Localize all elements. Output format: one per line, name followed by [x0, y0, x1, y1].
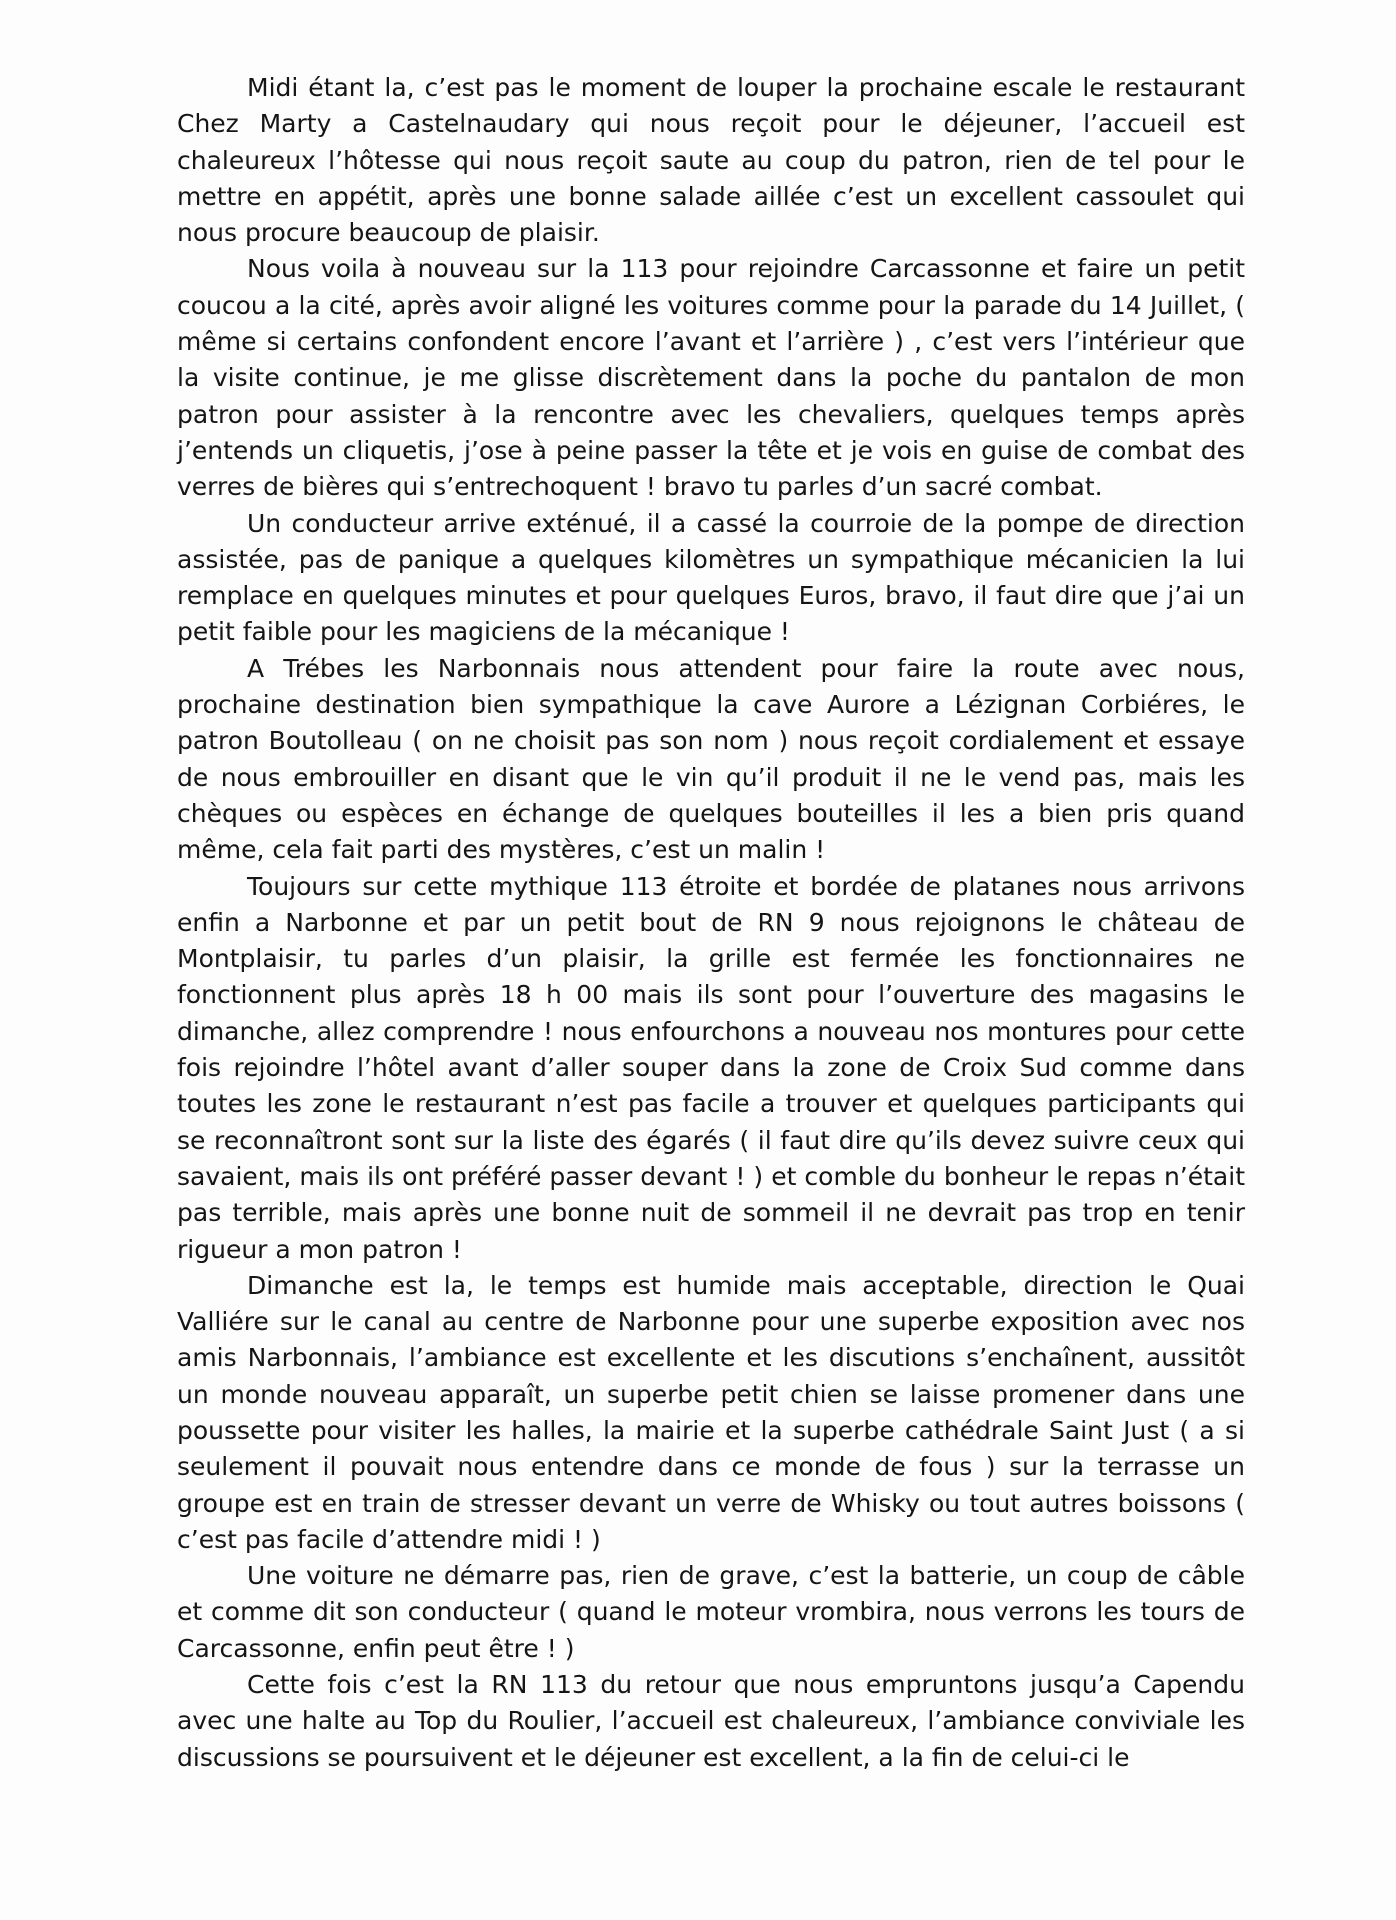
paragraph-cave-aurore: A Trébes les Narbonnais nous attendent pour faire la route avec nous, prochaine destination bien sympathique la cave Aurore a Lézignan Corbiéres, le patron Boutolleau ( on ne choisit pas son nom ) nous reçoit cordialement et essaye de nous embrouiller en disant que le vin qu’il produit il ne le vend pas, mais les chèques ou espèces en échange de quelques bouteilles il les a bien pris quand même, cela fait parti des mystères, c’est un malin ! [177, 653, 1245, 865]
paragraph-return-capendu: Cette fois c’est la RN 113 du retour que nous empruntons jusqu’a Capendu avec une halte au Top du Roulier, l’accueil est chaleureux, l’ambiance conviviale les discussions se poursuivent et le déjeuner est excellent, a la fin de celui-ci le [177, 1670, 1245, 1772]
paragraph-sunday-exhibition: Dimanche est la, le temps est humide mais acceptable, direction le Quai Valliére sur le canal au centre de Narbonne pour une superbe exposition avec nos amis Narbonnais, l’ambiance est excellente et les discutions s’enchaînent, aussitôt un monde nouveau apparaît, un superbe petit chien se laisse promener dans une poussette pour visiter les halles, la mairie et la superbe cathédrale Saint Just ( a si seulement il pouvait nous entendre dans ce monde de fous ) sur la terrasse un groupe est en train de stresser devant un verre de Whisky ou tout autres boissons ( c’est pas facile d’attendre midi ! ) [177, 1270, 1245, 1554]
paragraph-broken-belt: Un conducteur arrive exténué, il a cassé la courroie de la pompe de direction assistée, pas de panique a quelques kilomètres un sympathique mécanicien la lui remplace en quelques minutes et pour quelques Euros, bravo, il faut dire que j’ai un petit faible pour les magiciens de la mécanique ! [177, 508, 1245, 647]
paragraph-carcassonne-cite: Nous voila à nouveau sur la 113 pour rejoindre Carcassonne et faire un petit coucou a la cité, après avoir aligné les voitures comme pour la parade du 14 Juillet, ( même si certains confondent encore l’avant et l’arrière ) , c’est vers l’intérieur que la visite continue, je me glisse discrètement dans la poche du pantalon de mon patron pour assister à la rencontre avec les chevaliers, quelques temps après j’entends un cliquetis, j’ose à peine passer la tête et je vois en guise de combat des verres de bières qui s’entrechoquent ! bravo tu parles d’un sacré combat. [177, 254, 1245, 502]
paragraph-narbonne-montplaisir: Toujours sur cette mythique 113 étroite et bordée de platanes nous arrivons enfin a Narbonne et par un petit bout de RN 9 nous rejoignons le château de Montplaisir, tu parles d’un plaisir, la grille est fermée les fonctionnaires ne fonctionnent plus après 18 h 00 mais ils sont pour l’ouverture des magasins le dimanche, allez comprendre ! nous enfourchons a nouveau nos montures pour cette fois rejoindre l’hôtel avant d’aller souper dans la zone de Croix Sud comme dans toutes les zone le restaurant n’est pas facile a trouver et quelques participants qui se reconnaîtront sont sur la liste des égarés ( il faut dire qu’ils devez suivre ceux qui savaient, mais ils ont préféré passer devant ! ) et comble du bonheur le repas n’était pas terrible, mais après une bonne nuit de sommeil il ne devrait pas trop en tenir rigueur a mon patron ! [177, 871, 1245, 1264]
paragraph-lunch-castelnaudary: Midi étant la, c’est pas le moment de louper la prochaine escale le restaurant Chez Marty a Castelnaudary qui nous reçoit pour le déjeuner, l’accueil est chaleureux l’hôtesse qui nous reçoit saute au coup du patron, rien de tel pour le mettre en appétit, après une bonne salade aillée c’est un excellent cassoulet qui nous procure beaucoup de plaisir. [177, 73, 1245, 248]
paragraph-battery: Une voiture ne démarre pas, rien de grave, c’est la batterie, un coup de câble et comme dit son conducteur ( quand le moteur vrombira, nous verrons les tours de Carcassonne, enfin peut être ! ) [177, 1561, 1245, 1663]
body-text [177, 70, 1245, 1776]
